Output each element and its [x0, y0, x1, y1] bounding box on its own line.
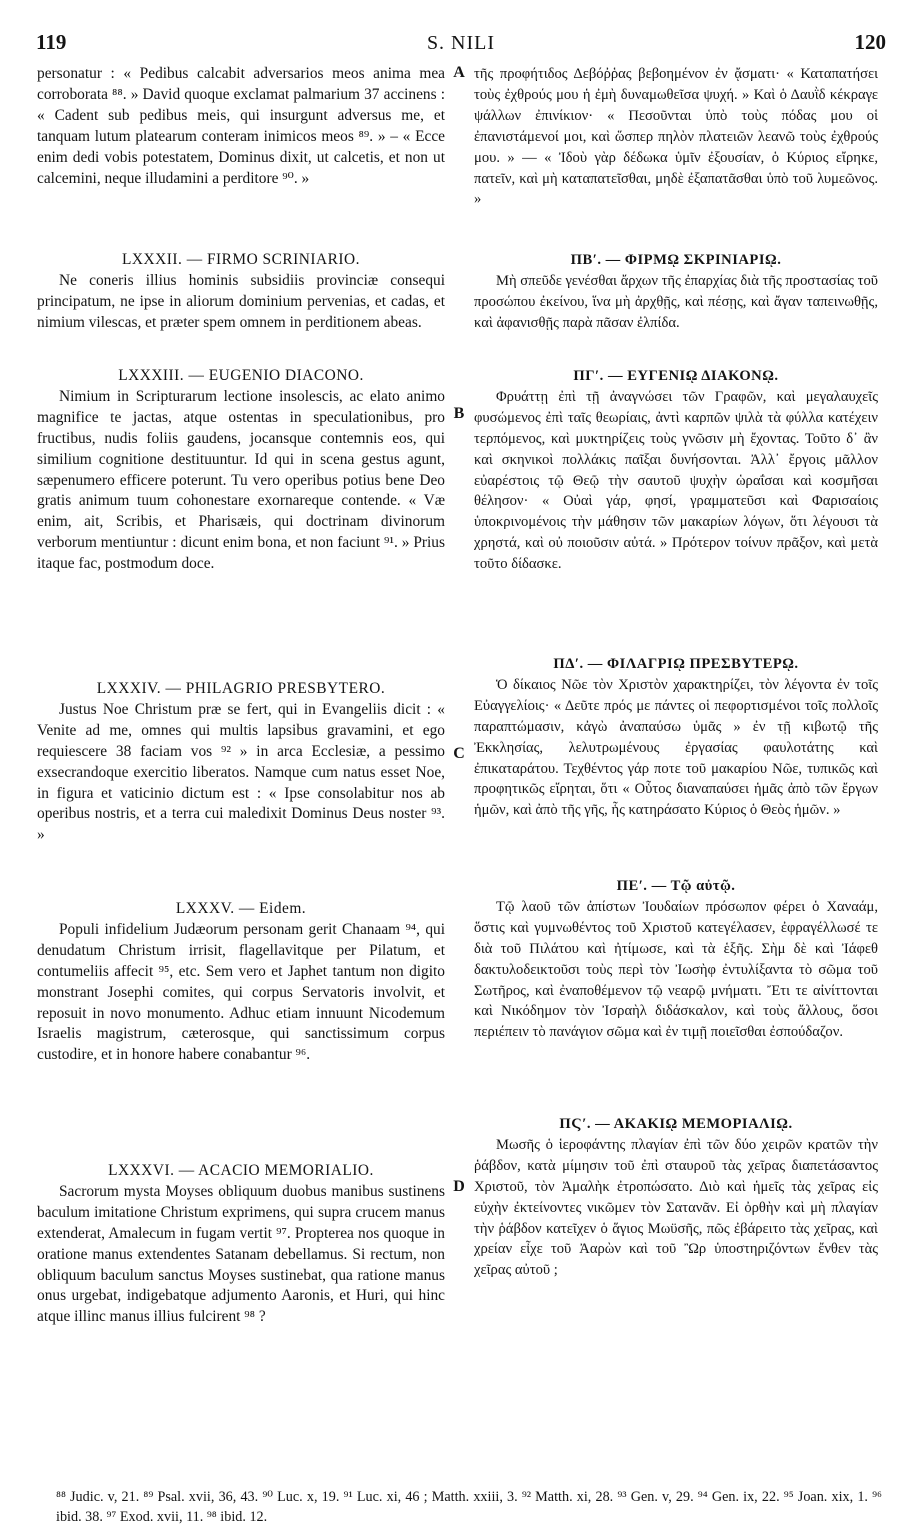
- greek-heading-84: ΠΔʹ. — ΦΙΛΑΓΡΙῼ ΠΡΕΣΒΥΤΕΡῼ.: [553, 656, 799, 672]
- greek-text-82: Μὴ σπεῦδε γενέσθαι ἄρχων τῆς ἐπαρχίας διὰ τῆς προστασίας τοῦ προσώπου ἐκείνου, ἵνα μὴ ἀρχθῇς, καὶ πέσῃς, καὶ ἄγαν ταπεινωθῇς, καὶ ἀφανισθῇς παρὰ πᾶσαν ἐλπίδα.: [474, 272, 878, 331]
- latin-text-82: Ne coneris illius hominis subsidiis provinciæ consequi principatum, ne ipse in aliorum dominium pervenias, et cadas, et nimium vilescas, et præter spem omnem in perditionem abeas.: [37, 271, 445, 331]
- latin-heading-82: LXXXII. — FIRMO SCRINIARIO.: [122, 251, 360, 268]
- running-title: S. NILI: [426, 32, 496, 54]
- left-page-number: 119: [36, 30, 67, 54]
- margin-marker-b: B: [453, 405, 465, 422]
- greek-intro-block: [474, 64, 878, 210]
- greek-intro-text: τῆς προφήτιδος Δεβόῤῥας βεβοημένον ἐν ᾄσματι· « Καταπατήσει τοὺς ἐχθρούς μου ἡ ἐμὴ δυναμωθεῖσα ψυχή. » Καὶ ὁ Δαυῒδ κέκραγε ψάλλων ἐπινίκιον· « Πεσοῦνται ὑπὸ τοὺς πόδας μου οἱ ἐπανιστάμενοί μοι, καὶ ὥσπερ πηλὸν πλατειῶν λεανῶ τοὺς ἐχθρούς μου. » — « Ἰδοὺ γὰρ δέδωκα ὑμῖν ἐξουσίαν, ὁ Κύριος εἴρηκε, πατεῖν, καὶ μὴ καταπατεῖσθαι, μηδὲ ἐξαπατᾶσθαι ὑπὸ τοῦ λυμεῶνος. »: [474, 66, 878, 208]
- latin-text-83: Nimium in Scripturarum lectione insolescis, ac elato animo magnifice te jactas, atque ostentas in speculationibus, pro fructibus, nudis foliis gaudens, jocansque contemnis eos, qui similium cognitione destituuntur. Id qui in scena gestus agunt, sæpenumero efficere poterunt. Tu vero operibus potius bene Deo gratis animum tuum cohonestare exornareque contende. « Væ enim, ait, Scribis, et Pharisæis, qui doctrinam divinorum verborum mentiuntur : dicunt enim bona, et non faciunt ⁹¹. » Prius itaque fac, postmodum doce.: [37, 387, 445, 573]
- greek-letter-86: [474, 1114, 878, 1281]
- greek-letter-85: [474, 876, 878, 1043]
- latin-text-84: Justus Noe Christum præ se fert, qui in Evangeliis dicit : « Venite ad me, omnes qui multis lapsibus gravamini, et ego requiescere 38 faciam vos ⁹² » in arca Ecclesiæ, a pessimo exsecrandoque exercitio liberatos. Namque cum natus esset Noe, in figura et vaticinio dictum est : « Ipse consolabitur nos ab operibus nostris, et a terra cui maledixit Dominus Deus noster ⁹³. »: [37, 700, 445, 844]
- latin-intro-text: personatur : « Pedibus calcabit adversarios meos anima mea corroborata ⁸⁸. » David quoque exclamat palmarium 37 accinens : « Cadent sub pedibus meis, qui insurgunt adversus me, et tanquam lutum platearum conteram inimicos meos ⁸⁹. » – « Ecce enim dedi vobis potestatem, Dominus dixit, ut calcetis, et non ut calcemini, neque illudamini a perditore ⁹⁰. »: [37, 65, 445, 187]
- latin-heading-86: LXXXVI. — ACACIO MEMORIALIO.: [108, 1162, 374, 1179]
- margin-marker-a: A: [453, 64, 465, 81]
- latin-text-85: Populi infidelium Judæorum personam gerit Chanaam ⁹⁴, qui denudatum Christum irrisit, flagellavitque per Pilatum, et contumeliis affecit ⁹⁵, etc. Sem vero et Japhet tantum non digito monstrant Josephi comites, qui corpus Servatoris involvit, et reposuit in novo monumento. Adhuc etiam innuunt Nicodemum Israelis magistrum, cæterosque, qui sanctissimum corpus custodire, et in honore habere conabantur ⁹⁶.: [37, 920, 445, 1064]
- latin-intro-block: [37, 64, 445, 189]
- greek-text-83: Φρυάττῃ ἐπὶ τῇ ἀναγνώσει τῶν Γραφῶν, καὶ μεγαλαυχεῖς φυσώμενος ἐπὶ ταῖς θεωρίαις, ἀντὶ καρπῶν ψιλὰ τὰ φύλλα κατέχειν τερπόμενος, καὶ μυκτηρίζεις τοὺς γνῶσιν μὴ ἔχοντας. Τοῦτο δ᾽ ἂν καὶ σκηνικοὶ πολλάκις παῖξαι δυνήσονται. Ἀλλ᾽ ἔργοις μᾶλλον εὐαρέστοις τῷ Θεῷ τὴν σαυτοῦ ψυχὴν ὡραΐσαι καὶ κοσμῆσαι θέλησον· « Οὐαὶ γάρ, φησί, γραμματεῦσι καὶ Φαρισαίοις ὑποκρινομένοις τὴν μάθησιν τῶν μακαρίων λόγων, ὅτι λέγουσι τὰ χρηστά, καὶ οὐ ποιοῦσιν αὐτά. » Πρότερον τοίνυν πρᾶξον, καὶ μετὰ τοῦτο δίδασκε.: [474, 388, 878, 573]
- latin-letter-82: [37, 250, 445, 334]
- latin-letter-83: [37, 366, 445, 575]
- greek-heading-82: ΠΒʹ. — ΦΙΡΜῼ ΣΚΡΙΝΙΑΡΙῼ.: [570, 252, 782, 268]
- footnotes: ⁸⁸ Judic. v, 21. ⁸⁹ Psal. xvii, 36, 43. ⁹⁰ Luc. x, 19. ⁹¹ Luc. xi, 46 ; Matth. xxiii, 3. ⁹² Matth. xi, 28. ⁹³ Gen. v, 29. ⁹⁴ Gen. ix, 22. ⁹⁵ Joan. xix, 1. ⁹⁶ ibid. 38. ⁹⁷ Exod. xvii, 11. ⁹⁸ ibid. 12.: [56, 1489, 882, 1525]
- greek-letter-82: [474, 250, 878, 334]
- latin-heading-83: LXXXIII. — EUGENIO DIACONO.: [118, 367, 364, 384]
- latin-heading-84: LXXXIV. — PHILAGRIO PRESBYTERO.: [96, 680, 386, 697]
- greek-heading-86: ΠϚʹ. — ΑΚΑΚΙῼ ΜΕΜΟΡΙΑΛΙῼ.: [559, 1116, 793, 1132]
- latin-text-86: Sacrorum mysta Moyses obliquum duobus manibus sustinens baculum imitatione Christum exprimens, qui supra crucem manus extenderat, Amalecum in fugam vertit ⁹⁷. Propterea nos quoque in oratione manus extendentes Satanam debellamus. Si rectum, non obliquum baculum sanctus Moyses sustinebat, qua ratione manus onus urgebat, indigebatque adjumento Aaronis, et Huri, qui hinc atque illinc manus illius fulcirent ⁹⁸ ?: [37, 1182, 445, 1326]
- greek-text-85: Τῷ λαοῦ τῶν ἀπίστων Ἰουδαίων πρόσωπον φέρει ὁ Χαναάμ, ὅστις καὶ γυμνωθέντος τοῦ Χριστοῦ κατεγέλασεν, ἐφραγέλλωσέ τε διὰ τοῦ Πιλάτου καὶ ἠτίμωσε, καὶ τὰ ἑξῆς. Σὴμ δὲ καὶ Ἰάφεθ δακτυλοδεικτοῦσι τοὺς περὶ τὸν Ἰωσὴφ ἐντυλίξαντα τὸ σῶμα τοῦ Σωτῆρος, καὶ ἐναποθέμενον τῷ νεαρῷ μνήματι. Ἔτι τε αἰνίττονται καὶ Νικόδημον τὸν Ἰσραὴλ διδάσκαλον, καὶ τοὺς ἄλλους, ὅσοι περιέπειν τὸ πανάγιον σῶμα καὶ ἐν τιμῇ ποιεῖσθαι ἐσπούδαζον.: [474, 898, 878, 1041]
- latin-heading-85: LXXXV. — Eidem.: [175, 900, 307, 917]
- greek-text-84: Ὁ δίκαιος Νῶε τὸν Χριστὸν χαρακτηρίζει, τὸν λέγοντα ἐν τοῖς Εὐαγγελίοις· « Δεῦτε πρός με πάντες οἱ πεφορτισμένοι τοῖς πολλοῖς παραπτώμασιν, κἀγὼ ἀναπαύσω ὑμᾶς » ἐν τῇ κιβωτῷ τῆς Ἐκκλησίας, λελυτρωμένους ἐργασίας φαυλοτάτης καὶ ἐπικαταράτου. Τεχθέντος γάρ ποτε τοῦ μακαρίου Νῶε, τυπικῶς καὶ προφητικῶς εἴρηται, ὅτι « Οὗτος διαναπαύσει ἡμᾶς ἀπὸ τῶν ἔργων ἡμῶν, καὶ ἀπὸ τῆς γῆς, ἧς κατηράσατο Κύριος ὁ Θεὸς ἡμῶν. »: [474, 676, 878, 819]
- greek-letter-83: [474, 366, 878, 575]
- margin-marker-d: D: [453, 1178, 465, 1195]
- greek-heading-83: ΠΓʹ. — ΕΥΓΕΝΙῼ ΔΙΑΚΟΝῼ.: [573, 368, 779, 384]
- latin-letter-85: [37, 899, 445, 1066]
- latin-letter-84: [37, 679, 445, 846]
- greek-letter-84: [474, 654, 878, 821]
- latin-letter-86: [37, 1161, 445, 1328]
- page-header: [36, 30, 886, 56]
- margin-marker-c: C: [453, 745, 465, 762]
- right-page-number: 120: [854, 30, 886, 54]
- greek-heading-85: ΠΕʹ. — Τῷ αὐτῷ.: [616, 878, 736, 894]
- greek-text-86: Μωσῆς ὁ ἱεροφάντης πλαγίαν ἐπὶ τῶν δύο χειρῶν κρατῶν τὴν ῥάβδον, κατὰ μίμησιν τοῦ ἐπὶ σταυροῦ τὰς χεῖρας διαπετάσαντος Χριστοῦ, τὸν Ἀμαλὴκ ἐτροπώσατο. Διὸ καὶ ἡμεῖς τὰς χεῖρας εἰς εὐχὴν ἐκτείνοντες νικῶμεν τὸν Σατανᾶν. Εἰ ὀρθὴν καὶ μὴ πλαγίαν τὴν ῥάβδον κατεῖχεν ὁ ἅγιος Μωϋσῆς, πῶς ἐβάρειτο τὰς χεῖρας, καὶ χρείαν εἶχε τοῦ Ἀαρὼν καὶ τοῦ Ὢρ ὑποστηριζόντων ἔνθεν τὰς χεῖρας αὐτοῦ ;: [474, 1136, 878, 1279]
